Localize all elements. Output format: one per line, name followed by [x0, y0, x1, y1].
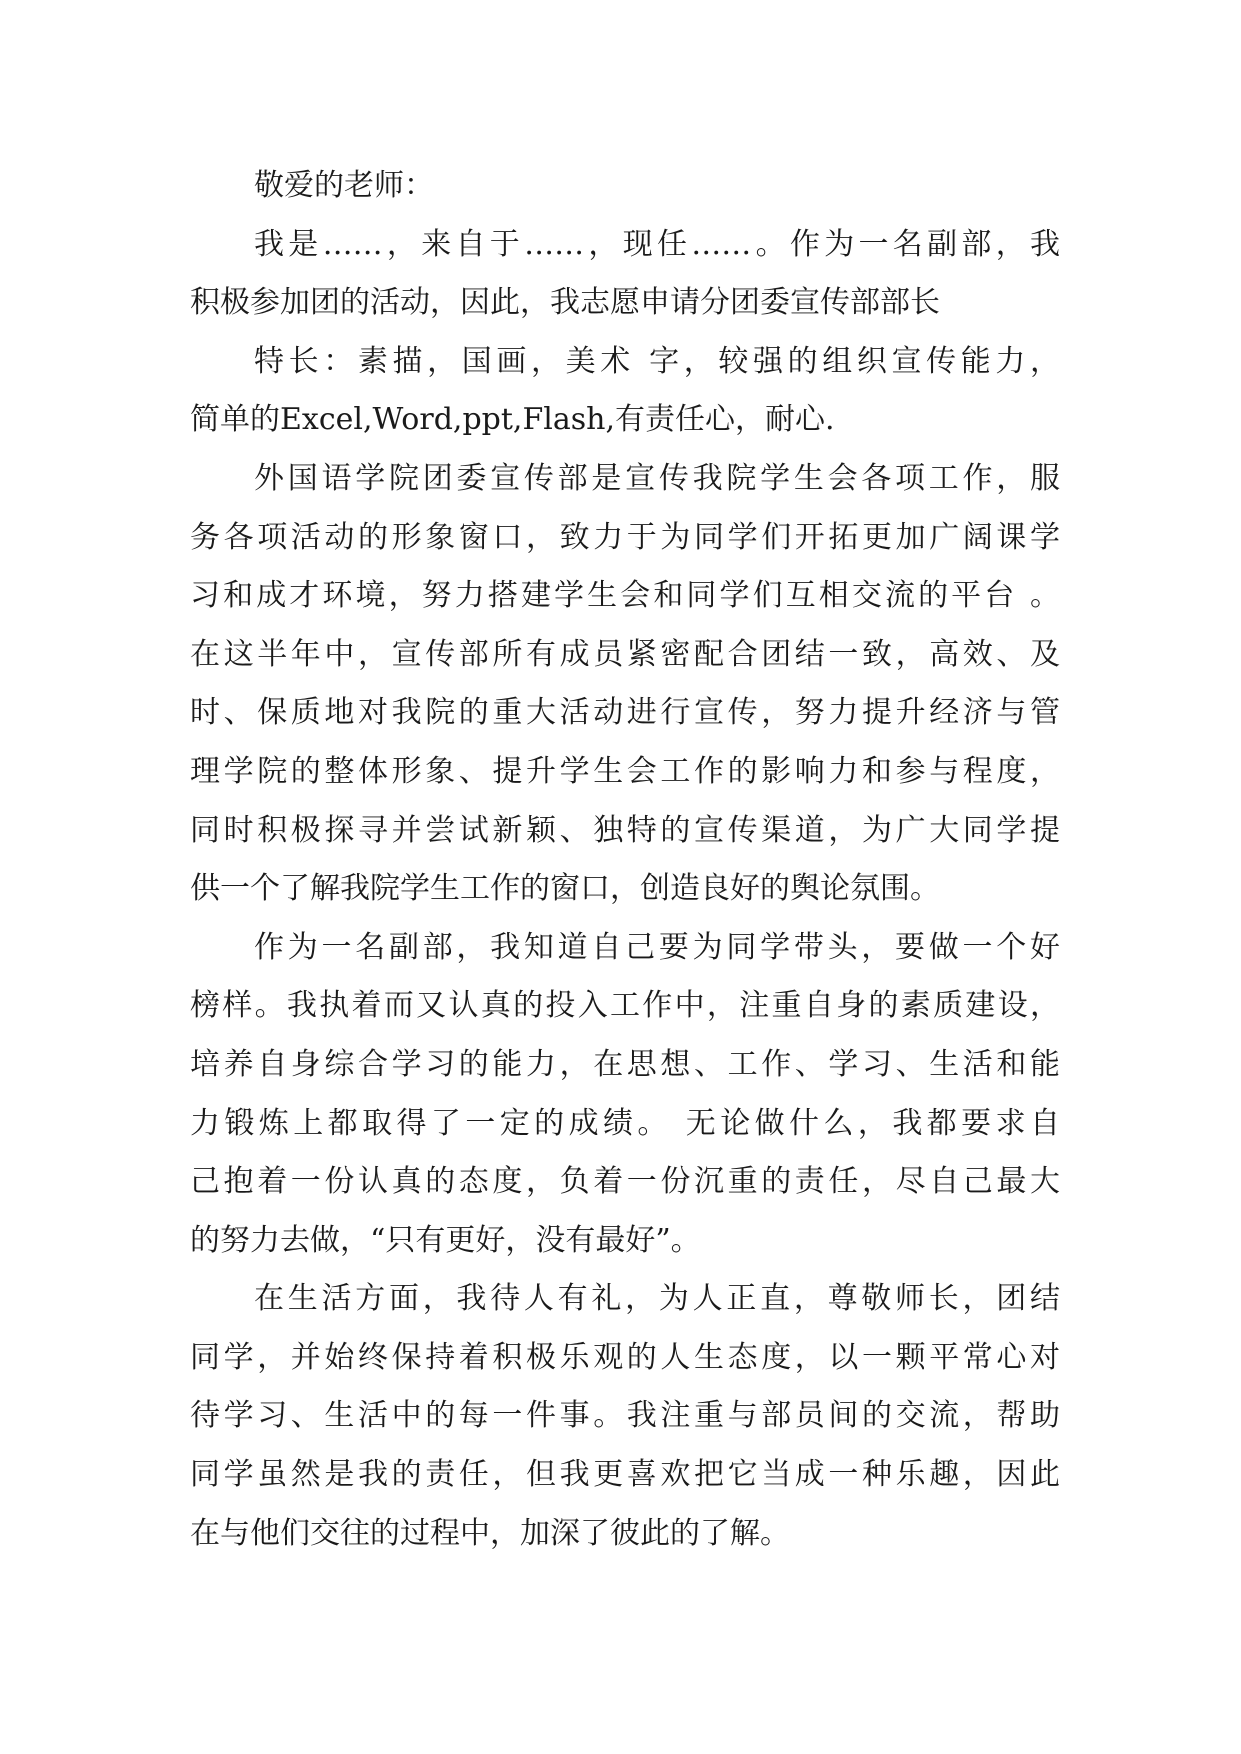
paragraph-line: 供一个了解我院学生工作的窗口，创造良好的舆论氛围。: [190, 871, 940, 907]
paragraph-line: 同时积极探寻并尝试新颖、独特的宣传渠道，为广大同学提: [190, 812, 1060, 848]
paragraph-line: 理学院的整体形象、提升学生会工作的影响力和参与程度，: [190, 753, 1060, 789]
paragraph-line: 己抱着一份认真的态度，负着一份沉重的责任，尽自己最大: [190, 1164, 1060, 1200]
paragraph-line: 同学虽然是我的责任，但我更喜欢把它当成一种乐趣，因此: [190, 1457, 1060, 1493]
paragraph-line: 特长：素描，国画，美术 字，较强的组织宣传能力，: [254, 343, 1060, 379]
paragraph-line: 积极参加团的活动，因此，我志愿申请分团委宣传部部长: [190, 285, 940, 321]
paragraph-line: 在这半年中，宣传部所有成员紧密配合团结一致，高效、及: [190, 636, 1060, 672]
paragraph-line: 同学，并始终保持着积极乐观的人生态度，以一颗平常心对: [190, 1339, 1060, 1375]
salutation: 敬爱的老师：: [254, 168, 434, 203]
paragraph-line: 培养自身综合学习的能力，在思想、工作、学习、生活和能: [190, 1046, 1060, 1082]
paragraph-line: 务各项活动的形象窗口，致力于为同学们开拓更加广阔课学: [190, 519, 1060, 555]
paragraph-line: 的努力去做，“只有更好，没有最好”。: [190, 1222, 701, 1258]
paragraph-line: 力锻炼上都取得了一定的成绩。 无论做什么，我都要求自: [190, 1105, 1060, 1141]
paragraph-line: 时、保质地对我院的重大活动进行宣传，努力提升经济与管: [190, 695, 1060, 731]
paragraph-line: 在生活方面，我待人有礼，为人正直，尊敬师长，团结: [254, 1281, 1060, 1317]
paragraph-line: 我是……，来自于……，现任……。作为一名副部，我: [254, 226, 1060, 262]
paragraph-line: 在与他们交往的过程中，加深了彼此的了解。: [190, 1515, 790, 1551]
paragraph-line: 简单的Excel,Word,ppt,Flash,有责任心，耐心.: [190, 402, 835, 438]
paragraph-line: 待学习、生活中的每一件事。我注重与部员间的交流，帮助: [190, 1398, 1060, 1434]
letter-body: [190, 157, 1060, 1563]
paragraph-line: 榜样。我执着而又认真的投入工作中，注重自身的素质建设，: [190, 988, 1060, 1024]
paragraph-line: 外国语学院团委宣传部是宣传我院学生会各项工作，服: [254, 460, 1060, 496]
paragraph-line: 作为一名副部，我知道自己要为同学带头，要做一个好: [254, 929, 1060, 965]
paragraph-line: 习和成才环境，努力搭建学生会和同学们互相交流的平台 。: [190, 578, 1060, 614]
